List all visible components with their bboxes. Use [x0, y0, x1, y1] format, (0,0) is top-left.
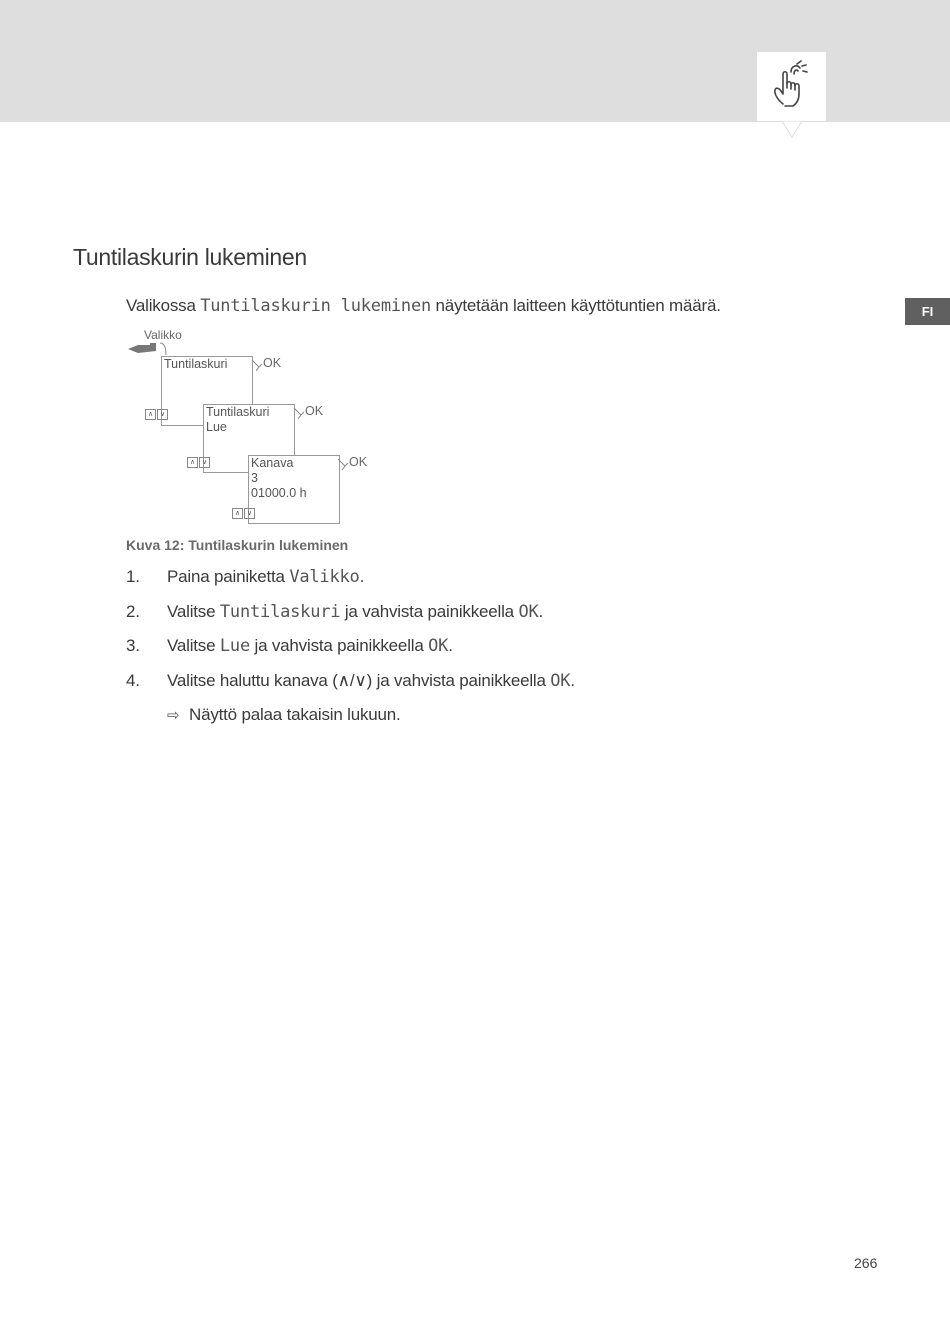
step-text: Paina painiketta Valikko. [167, 567, 365, 587]
step-text: Valitse haluttu kanava (∧/∨) ja vahvista painikkeella OK. [167, 670, 575, 691]
ok-label-1: OK [263, 356, 282, 370]
touch-icon-box [757, 52, 826, 121]
down-arrow-icon: ∨ [157, 409, 168, 420]
intro-paragraph [126, 296, 721, 316]
up-arrow-icon: ∧ [187, 457, 198, 468]
result-arrow-icon: ⇨ [167, 707, 180, 724]
ok-arrow-icon [293, 407, 305, 421]
page-title: Tuntilaskurin lukeminen [73, 244, 307, 270]
page-number: 266 [854, 1255, 878, 1271]
hand-touch-icon [769, 60, 815, 114]
step-number: 1. [126, 567, 140, 586]
result-text: Näyttö palaa takaisin lukuun. [189, 705, 401, 724]
ok-label-3: OK [349, 455, 368, 469]
step-text: Valitse Tuntilaskuri ja vahvista painikkeella OK. [167, 601, 544, 622]
code-text: OK [428, 636, 449, 656]
up-arrow-icon: ∧ [145, 409, 156, 420]
callout-pointer [782, 121, 802, 139]
code-text: Lue [219, 636, 250, 656]
up-down-symbols: ∧/∨ [337, 670, 367, 690]
screen-3-line-2: 3 [251, 471, 258, 485]
screen-1-line-1: Tuntilaskuri [164, 357, 228, 371]
step-number: 2. [126, 601, 140, 621]
up-down-arrows-2 [187, 457, 211, 467]
ok-arrow-icon [251, 359, 263, 373]
language-tab[interactable]: FI [905, 298, 950, 325]
up-arrow-icon: ∧ [232, 508, 243, 519]
menu-navigation-diagram [126, 326, 386, 528]
code-text: OK [518, 601, 539, 622]
screen-3 [248, 455, 340, 524]
step-text: Valitse Lue ja vahvista painikkeella OK. [167, 636, 453, 656]
figure-caption: Kuva 12: Tuntilaskurin lukeminen [126, 537, 349, 553]
code-text: OK [550, 670, 571, 691]
screen-3-line-1: Kanava [251, 456, 294, 470]
pointing-hand-icon [128, 341, 170, 357]
screen-2-line-1: Tuntilaskuri [206, 405, 270, 419]
result-line [167, 705, 401, 725]
screen-3-line-3: 01000.0 h [251, 486, 307, 500]
intro-menu-name: Tuntilaskurin lukeminen [200, 296, 432, 316]
down-arrow-icon: ∨ [244, 508, 255, 519]
step-number: 4. [126, 670, 140, 690]
step-number: 3. [126, 636, 140, 655]
screen-2-line-2: Lue [206, 420, 227, 434]
diagram-menu-label: Valikko [144, 328, 182, 342]
code-text: Valikko [289, 567, 360, 587]
down-arrow-icon: ∨ [199, 457, 210, 468]
up-down-arrows-1 [145, 409, 169, 419]
intro-text-before: Valikossa [126, 296, 201, 315]
intro-text-after: näytetään laitteen käyttötuntien määrä. [431, 296, 721, 315]
up-down-arrows-3 [232, 508, 256, 518]
ok-label-2: OK [305, 404, 324, 418]
code-text: Tuntilaskuri [219, 601, 341, 622]
ok-arrow-icon [337, 458, 349, 472]
